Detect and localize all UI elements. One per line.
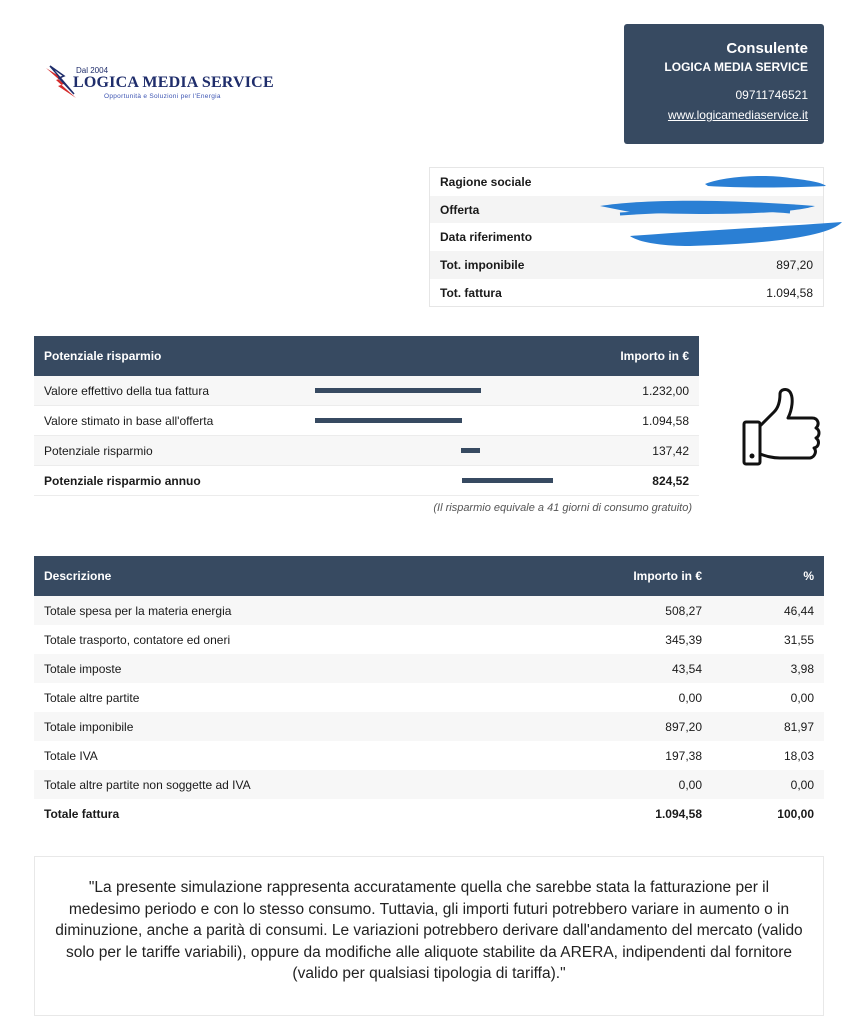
info-label: Offerta <box>440 202 480 217</box>
savings-bar <box>462 478 553 483</box>
savings-row-total <box>34 466 699 496</box>
info-label: Tot. fattura <box>440 285 502 300</box>
consultant-phone[interactable]: 09711746521 <box>735 88 808 102</box>
breakdown-row-pct: 81,97 <box>783 719 814 734</box>
breakdown-row-pct: 46,44 <box>783 603 814 618</box>
logo-name: LOGICA MEDIA SERVICE <box>73 74 274 91</box>
breakdown-row-amount: 345,39 <box>665 632 702 647</box>
disclaimer-text: "La presente simulazione rappresenta accuratamente quella che sarebbe stata la fatturazione per il medesimo periodo e con lo stesso consumo. Tuttavia, gli importi futuri potrebbero variare in aumento o in diminuzione, anche a parità di consumi. Le variazioni potrebbero derivare dall'andamento del mercato (valido solo per le tariffe variabili), oppure da modifiche alle aliquote stabilite da ARERA, indipendenti dal fornitore (valido per qualsiasi tipologia di tariffa)." <box>34 856 824 1016</box>
savings-note: (Il risparmio equivale a 41 giorni di consumo gratuito) <box>433 502 692 514</box>
info-row <box>430 279 823 307</box>
savings-row-amount: 1.094,58 <box>642 413 689 428</box>
consultant-card <box>624 24 824 144</box>
breakdown-row <box>34 712 824 741</box>
breakdown-row <box>34 596 824 625</box>
breakdown-row-label: Totale altre partite non soggette ad IVA <box>44 777 251 792</box>
breakdown-row-label: Totale imponibile <box>44 719 134 734</box>
breakdown-row-amount: 43,54 <box>671 661 702 676</box>
logo-tagline: Opportunità e Soluzioni per l'Energia <box>104 93 221 100</box>
breakdown-row-amount: 897,20 <box>665 719 702 734</box>
savings-bar <box>315 418 462 423</box>
savings-bar <box>461 448 480 453</box>
breakdown-row-amount: 0,00 <box>678 690 702 705</box>
breakdown-row-label: Totale IVA <box>44 748 98 763</box>
info-value: 1.094,58 <box>766 285 813 300</box>
breakdown-header-amount: Importo in € <box>633 569 702 583</box>
savings-rows <box>34 376 699 496</box>
consultant-website-link[interactable]: www.logicamediaservice.it <box>667 108 808 122</box>
savings-table <box>34 336 699 496</box>
redaction-marks <box>590 166 846 256</box>
breakdown-row-pct: 100,00 <box>777 806 814 821</box>
savings-row-amount: 137,42 <box>652 443 689 458</box>
consultant-title: Consulente <box>726 40 808 57</box>
company-logo <box>46 62 276 112</box>
breakdown-row <box>34 770 824 799</box>
consultant-company: LOGICA MEDIA SERVICE <box>664 60 808 74</box>
savings-row-label: Valore stimato in base all'offerta <box>44 413 214 428</box>
breakdown-header-label: Descrizione <box>44 569 112 583</box>
logo-since: Dal 2004 <box>76 66 109 75</box>
breakdown-row-label: Totale imposte <box>44 661 122 676</box>
breakdown-header <box>34 556 824 596</box>
breakdown-row-total <box>34 799 824 828</box>
breakdown-row <box>34 625 824 654</box>
savings-row-amount: 1.232,00 <box>642 383 689 398</box>
breakdown-row <box>34 741 824 770</box>
thumbs-up-icon <box>740 386 824 470</box>
breakdown-row-amount: 1.094,58 <box>655 806 702 821</box>
breakdown-row <box>34 654 824 683</box>
breakdown-row-label: Totale spesa per la materia energia <box>44 603 232 618</box>
savings-row-label: Potenziale risparmio annuo <box>44 473 201 488</box>
breakdown-rows <box>34 596 824 828</box>
breakdown-row-pct: 0,00 <box>790 690 814 705</box>
savings-header-label: Potenziale risparmio <box>44 349 162 363</box>
savings-header-amount: Importo in € <box>620 349 689 363</box>
breakdown-row-pct: 31,55 <box>783 632 814 647</box>
cost-breakdown-table <box>34 556 824 828</box>
info-label: Data riferimento <box>440 230 533 245</box>
savings-row <box>34 436 699 466</box>
savings-row <box>34 406 699 436</box>
info-label: Tot. imponibile <box>440 257 525 272</box>
breakdown-row-pct: 3,98 <box>790 661 814 676</box>
breakdown-row-label: Totale altre partite <box>44 690 140 705</box>
savings-bar <box>315 388 481 393</box>
breakdown-row-pct: 18,03 <box>783 748 814 763</box>
breakdown-row-pct: 0,00 <box>790 777 814 792</box>
breakdown-row-amount: 0,00 <box>678 777 702 792</box>
breakdown-row-amount: 197,38 <box>665 748 702 763</box>
savings-row <box>34 376 699 406</box>
savings-row-amount: 824,52 <box>652 473 689 488</box>
savings-row-label: Potenziale risparmio <box>44 443 153 458</box>
breakdown-row-label: Totale trasporto, contatore ed oneri <box>44 632 231 647</box>
info-label: Ragione sociale <box>440 174 532 189</box>
breakdown-header-pct: % <box>803 569 814 583</box>
breakdown-row <box>34 683 824 712</box>
breakdown-row-amount: 508,27 <box>665 603 702 618</box>
savings-row-label: Valore effettivo della tua fattura <box>44 383 209 398</box>
savings-header <box>34 336 699 376</box>
info-value: 897,20 <box>776 257 813 272</box>
breakdown-row-label: Totale fattura <box>44 806 120 821</box>
